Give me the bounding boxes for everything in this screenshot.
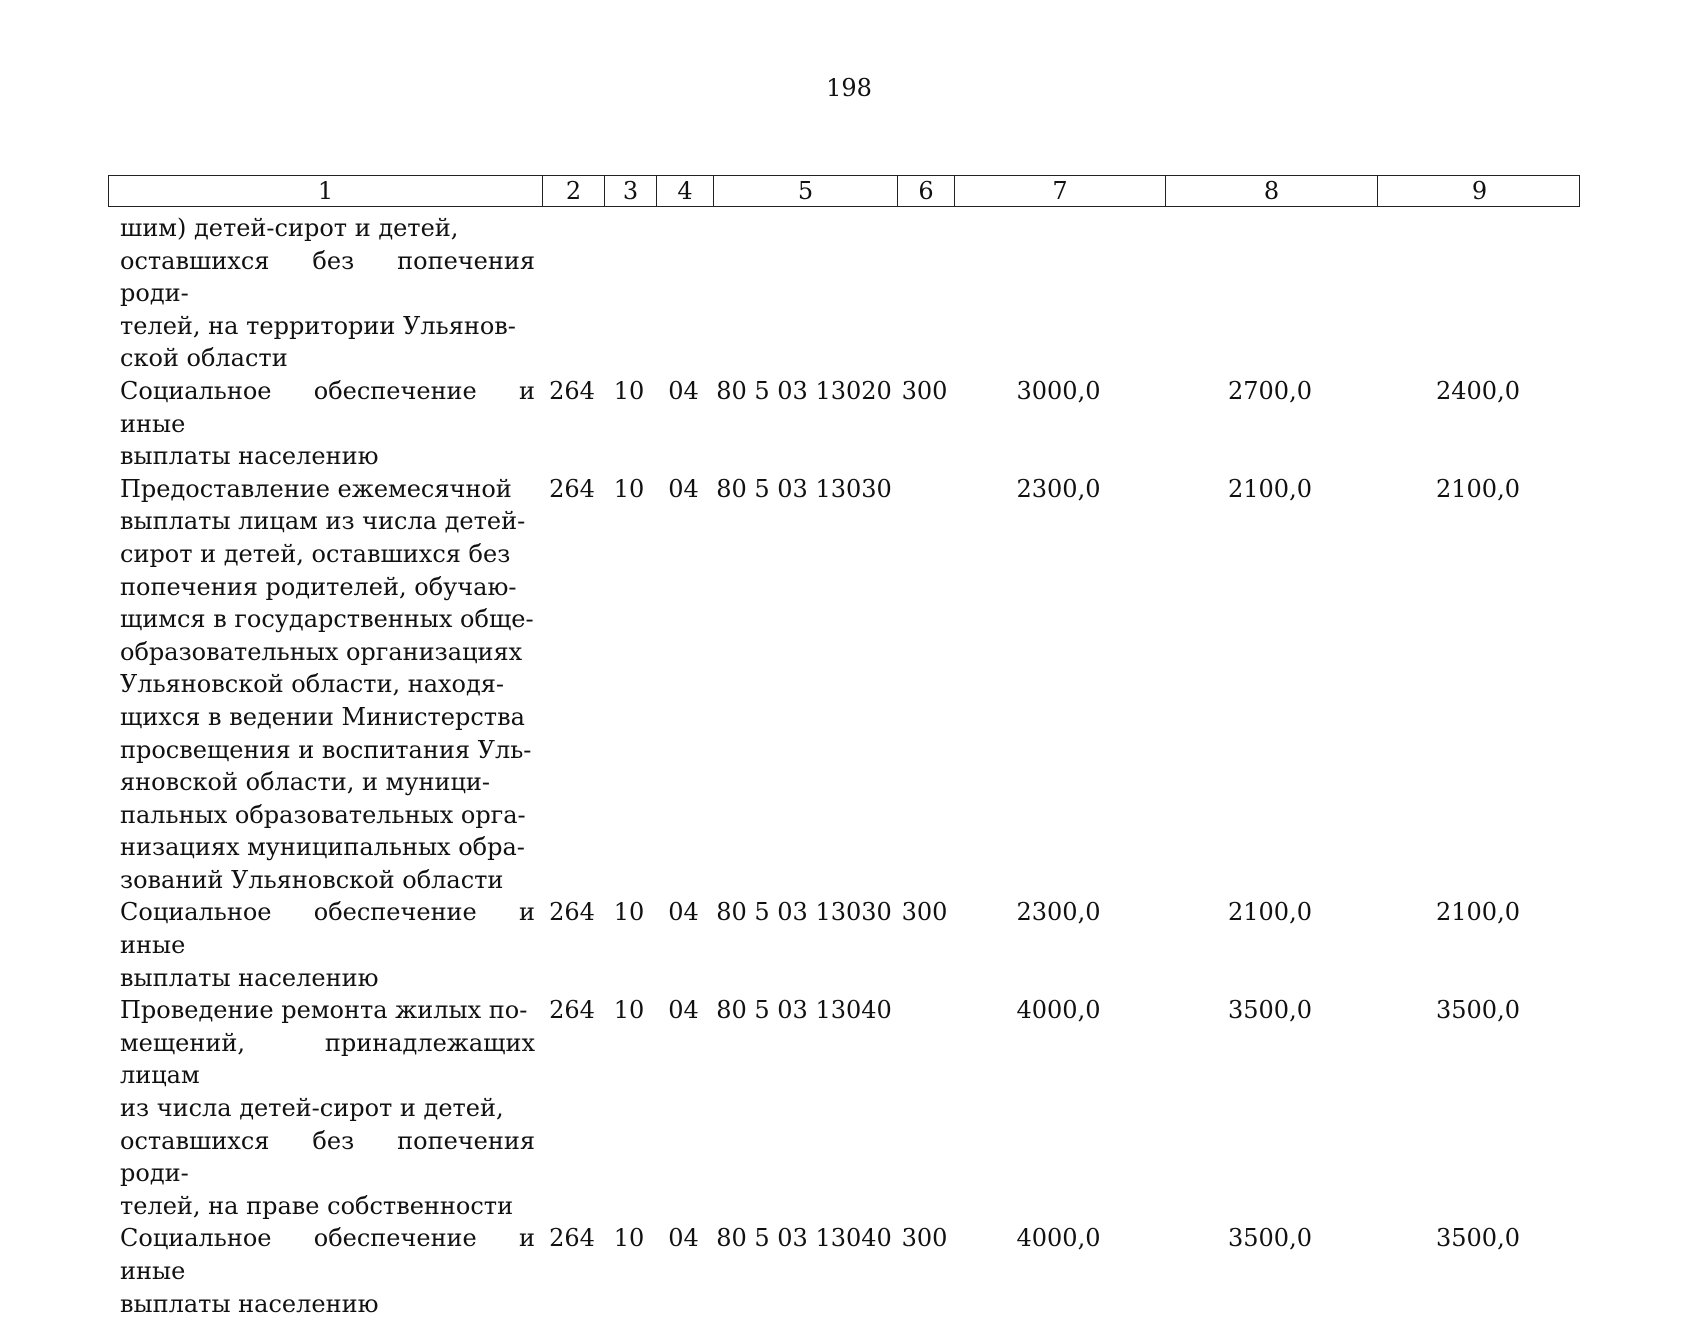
description-line: выплаты лицам из числа детей-: [120, 507, 526, 536]
page-number: 198: [826, 74, 872, 102]
table-row: [108, 212, 1580, 375]
row-description: [108, 375, 541, 473]
subsection-cell: 04: [668, 474, 699, 503]
amount-cell: 3000,0: [1016, 376, 1101, 405]
description-line: оставшихся без попечения роди-: [120, 246, 535, 308]
amount-cell: 2400,0: [1436, 376, 1520, 405]
description-line: Социальное обеспечение и иные: [120, 1224, 535, 1285]
row-description: [108, 896, 541, 994]
expense-type-cell: 300: [901, 1224, 948, 1253]
target-article-cell: 80 5 03 13040: [716, 996, 892, 1025]
description-line: шим) детей-сирот и детей,: [120, 214, 459, 242]
table-header: [108, 175, 1580, 207]
amount-cell: [1164, 212, 1376, 375]
column-header: 3: [604, 176, 656, 206]
target-article-cell: 80 5 03 13030: [716, 474, 892, 503]
row-description: [108, 1222, 541, 1320]
table-row: [108, 375, 1580, 473]
column-header: 1: [317, 177, 334, 205]
description-line: просвещения и воспитания Уль-: [120, 735, 532, 764]
description-line: образовательных организациях: [120, 637, 523, 666]
description-line: Проведение ремонта жилых по-: [120, 996, 528, 1025]
description-line: телей, на праве собственности: [120, 1191, 514, 1220]
column-header: 5: [713, 176, 897, 206]
amount-cell: 3500,0: [1228, 1224, 1312, 1253]
target-article-cell: [712, 212, 896, 375]
amount-cell: 3500,0: [1436, 996, 1520, 1025]
section-cell: 10: [613, 898, 645, 927]
row-description: [108, 473, 541, 897]
admin-code-cell: [541, 212, 603, 375]
amount-cell: 2300,0: [1016, 474, 1101, 503]
amount-cell: 3500,0: [1228, 996, 1312, 1025]
expense-type-cell: [896, 212, 953, 375]
subsection-cell: 04: [668, 376, 699, 405]
section-cell: 10: [613, 376, 645, 405]
target-article-cell: 80 5 03 13020: [716, 376, 892, 405]
section-cell: 10: [613, 996, 645, 1025]
description-line: Социальное обеспечение и иные: [120, 898, 535, 960]
amount-cell: [1376, 212, 1580, 375]
description-line: ской области: [120, 344, 288, 373]
subsection-cell: 04: [668, 1224, 699, 1253]
description-line: сирот и детей, оставшихся без: [120, 539, 511, 568]
section-cell: [603, 212, 655, 375]
description-line: низациях муниципальных обра-: [120, 833, 525, 862]
admin-code-cell: 264: [549, 898, 595, 927]
description-line: телей, на территории Ульянов-: [120, 311, 516, 340]
description-line: пальных образовательных орга-: [120, 800, 526, 829]
amount-cell: 4000,0: [1016, 1224, 1101, 1253]
admin-code-cell: 264: [549, 1224, 595, 1253]
column-header: 8: [1165, 176, 1377, 206]
table-body: [108, 212, 1580, 1320]
admin-code-cell: 264: [549, 474, 595, 503]
description-line: Социальное обеспечение и иные: [120, 376, 535, 438]
description-line: яновской области, и муници-: [120, 768, 490, 797]
column-header: 7: [954, 176, 1165, 206]
description-line: зований Ульяновской области: [120, 865, 504, 894]
amount-cell: 3500,0: [1436, 1224, 1520, 1253]
table-row: [108, 896, 1580, 994]
description-line: оставшихся без попечения роди-: [120, 1126, 535, 1188]
description-line: выплаты населению: [120, 442, 379, 471]
description-line: из числа детей-сирот и детей,: [120, 1094, 504, 1123]
description-line: мещений, принадлежащих лицам: [120, 1028, 535, 1090]
description-line: попечения родителей, обучаю-: [120, 572, 517, 601]
section-cell: 10: [613, 1224, 645, 1253]
expense-type-cell: 300: [901, 898, 948, 927]
column-header: 6: [897, 176, 954, 206]
description-line: Ульяновской области, находя-: [120, 670, 505, 699]
expense-type-cell: 300: [901, 376, 948, 405]
expense-type-cell: [896, 473, 953, 897]
amount-cell: 2100,0: [1228, 898, 1312, 927]
subsection-cell: 04: [668, 996, 699, 1025]
section-cell: 10: [613, 474, 645, 503]
description-line: Предоставление ежемесячной: [120, 474, 512, 503]
expense-type-cell: [896, 994, 953, 1222]
target-article-cell: 80 5 03 13030: [716, 898, 892, 927]
table-row: [108, 473, 1580, 897]
row-description: [108, 994, 541, 1222]
amount-cell: 2100,0: [1436, 474, 1520, 503]
description-line: выплаты населению: [120, 963, 379, 992]
description-line: выплаты населению: [120, 1289, 379, 1318]
description-line: щимся в государственных обще-: [120, 605, 534, 634]
table-row: [108, 994, 1580, 1222]
subsection-cell: 04: [668, 898, 699, 927]
subsection-cell: [655, 212, 712, 375]
admin-code-cell: 264: [549, 376, 595, 405]
column-header: 4: [656, 176, 713, 206]
column-header: 2: [542, 176, 604, 206]
amount-cell: 4000,0: [1016, 996, 1101, 1025]
amount-cell: 2100,0: [1436, 898, 1520, 927]
column-header: 9: [1377, 176, 1581, 206]
amount-cell: 2700,0: [1228, 376, 1312, 405]
target-article-cell: 80 5 03 13040: [716, 1224, 892, 1253]
amount-cell: 2100,0: [1228, 474, 1312, 503]
amount-cell: 2300,0: [1016, 898, 1101, 927]
table-row: [108, 1222, 1580, 1320]
amount-cell: [953, 212, 1164, 375]
row-description: [108, 212, 541, 375]
description-line: щихся в ведении Министерства: [120, 702, 525, 731]
admin-code-cell: 264: [549, 996, 595, 1025]
